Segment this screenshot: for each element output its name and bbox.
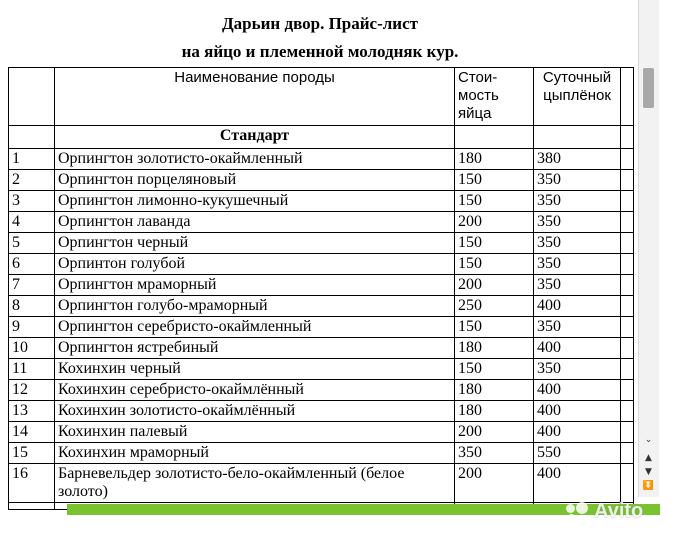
cell-extra [621, 254, 634, 275]
table-row [9, 443, 634, 464]
cell-chick-price: 350 [534, 191, 621, 212]
cell-chick-price: 380 [534, 149, 621, 170]
table-row [9, 464, 634, 503]
cell-breed: Кохинхин золотисто-окаймлённый [55, 401, 455, 422]
cell-num: 9 [9, 317, 55, 338]
cell-egg-price: 150 [455, 191, 534, 212]
cell-extra [621, 317, 634, 338]
scrollbar-thumb[interactable] [643, 68, 654, 108]
header-chick-price [534, 68, 621, 126]
scroll-down-button[interactable]: ▼ [645, 467, 652, 477]
vertical-scrollbar[interactable] [638, 0, 659, 497]
header-num [9, 68, 55, 126]
table-row [9, 296, 634, 317]
cell-extra [621, 170, 634, 191]
header-egg-price [455, 68, 534, 126]
cell-egg-price: 150 [455, 233, 534, 254]
cell-extra [621, 212, 634, 233]
cell-chick-price: 350 [534, 212, 621, 233]
header-breed: Наименование породы [55, 68, 455, 126]
cell-empty [9, 503, 55, 510]
scroll-end-button[interactable]: ⏬ [642, 481, 655, 491]
cell-chick-price: 350 [534, 254, 621, 275]
cell-num: 13 [9, 401, 55, 422]
cell-extra [621, 443, 634, 464]
cell-num: 15 [9, 443, 55, 464]
cell-chick-price: 400 [534, 380, 621, 401]
cell-extra [621, 464, 634, 503]
cell-num: 7 [9, 275, 55, 296]
cell-num: 12 [9, 380, 55, 401]
cell-num: 1 [9, 149, 55, 170]
cell-extra [621, 401, 634, 422]
cell-breed: Кохинхин мраморный [55, 443, 455, 464]
cell-egg-price: 150 [455, 170, 534, 191]
cell-egg-price: 200 [455, 212, 534, 233]
section-row [9, 126, 634, 149]
cell-num: 14 [9, 422, 55, 443]
table-row [9, 338, 634, 359]
cell-extra [621, 359, 634, 380]
cell-egg-price: 150 [455, 359, 534, 380]
table-row [9, 191, 634, 212]
table-row [9, 380, 634, 401]
cell-egg-price: 180 [455, 401, 534, 422]
cell-num: 5 [9, 233, 55, 254]
cell-chick-price: 400 [534, 422, 621, 443]
header-egg-line3: яйца [458, 105, 492, 122]
cell-breed: Кохинхин палевый [55, 422, 455, 443]
cell-breed: Орпингтон голубо-мраморный [55, 296, 455, 317]
table-row [9, 254, 634, 275]
cell-chick-price: 350 [534, 359, 621, 380]
cell-extra [621, 191, 634, 212]
table-row [9, 359, 634, 380]
table-row [9, 317, 634, 338]
price-table [8, 67, 634, 510]
cell-breed: Орпингтон ястребиный [55, 338, 455, 359]
cell-breed: Орпингтон черный [55, 233, 455, 254]
price-list-subtitle: на яйцо и племенной молодняк кур. [181, 42, 459, 61]
cell-breed: Кохинхин черный [55, 359, 455, 380]
avito-watermark [566, 500, 643, 523]
section-chick [534, 126, 621, 149]
section-egg [455, 126, 534, 149]
cell-egg-price: 250 [455, 296, 534, 317]
cell-extra [621, 338, 634, 359]
cell-breed: Орпинтон голубой [55, 254, 455, 275]
cell-chick-price: 350 [534, 233, 621, 254]
cell-num: 11 [9, 359, 55, 380]
table-row [9, 170, 634, 191]
cell-breed: Орпингтон серебристо-окаймленный [55, 317, 455, 338]
cell-egg-price: 150 [455, 317, 534, 338]
cell-breed: Орпингтон золотисто-окаймленный [55, 149, 455, 170]
cell-extra [621, 233, 634, 254]
cell-egg-price: 200 [455, 464, 534, 503]
cell-chick-price: 350 [534, 275, 621, 296]
cell-num: 3 [9, 191, 55, 212]
cell-breed: Кохинхин серебристо-окаймлённый [55, 380, 455, 401]
price-list-title: Дарьин двор. Прайс-лист [221, 14, 418, 33]
header-egg-line2: мость [458, 87, 499, 104]
cell-breed: Барневельдер золотисто-бело-окаймленный (белое золото) [55, 464, 455, 503]
table-row [9, 212, 634, 233]
section-extra [621, 126, 634, 149]
cell-egg-price: 200 [455, 275, 534, 296]
table-row [9, 149, 634, 170]
table-row [9, 401, 634, 422]
cell-num: 16 [9, 464, 55, 503]
cell-extra [621, 422, 634, 443]
cell-extra [621, 380, 634, 401]
table-header-row [9, 68, 634, 126]
header-egg-line1: Стои- [458, 69, 498, 86]
header-chick-line2: цыплёнок [543, 87, 611, 104]
cell-egg-price: 180 [455, 380, 534, 401]
header-extra [621, 68, 634, 126]
section-num [9, 126, 55, 149]
cell-chick-price: 400 [534, 401, 621, 422]
table-row [9, 233, 634, 254]
cell-egg-price: 150 [455, 254, 534, 275]
cell-chick-price: 350 [534, 170, 621, 191]
cell-chick-price: 400 [534, 464, 621, 503]
scroll-up-button[interactable]: ▲ [645, 453, 652, 463]
cell-extra [621, 296, 634, 317]
cell-num: 10 [9, 338, 55, 359]
cell-num: 2 [9, 170, 55, 191]
cell-extra [621, 275, 634, 296]
section-title: Стандарт [55, 126, 455, 149]
cell-egg-price: 180 [455, 149, 534, 170]
cell-num: 4 [9, 212, 55, 233]
cell-breed: Орпингтон лимонно-кукушечный [55, 191, 455, 212]
table-row [9, 422, 634, 443]
cell-breed: Орпингтон мраморный [55, 275, 455, 296]
cell-egg-price: 180 [455, 338, 534, 359]
avito-logo-icon [566, 502, 590, 522]
scroll-down-chevron-icon[interactable]: ⌄ [644, 435, 653, 445]
cell-breed: Орпингтон порцеляновый [55, 170, 455, 191]
cell-chick-price: 400 [534, 296, 621, 317]
table-row [9, 275, 634, 296]
cell-chick-price: 350 [534, 317, 621, 338]
cell-chick-price: 400 [534, 338, 621, 359]
cell-num: 6 [9, 254, 55, 275]
cell-extra [621, 149, 634, 170]
cell-egg-price: 350 [455, 443, 534, 464]
cell-num: 8 [9, 296, 55, 317]
cell-breed: Орпингтон лаванда [55, 212, 455, 233]
avito-watermark-text: Avito [594, 500, 644, 522]
header-chick-line1: Суточный [542, 69, 612, 86]
cell-chick-price: 550 [534, 443, 621, 464]
cell-egg-price: 200 [455, 422, 534, 443]
